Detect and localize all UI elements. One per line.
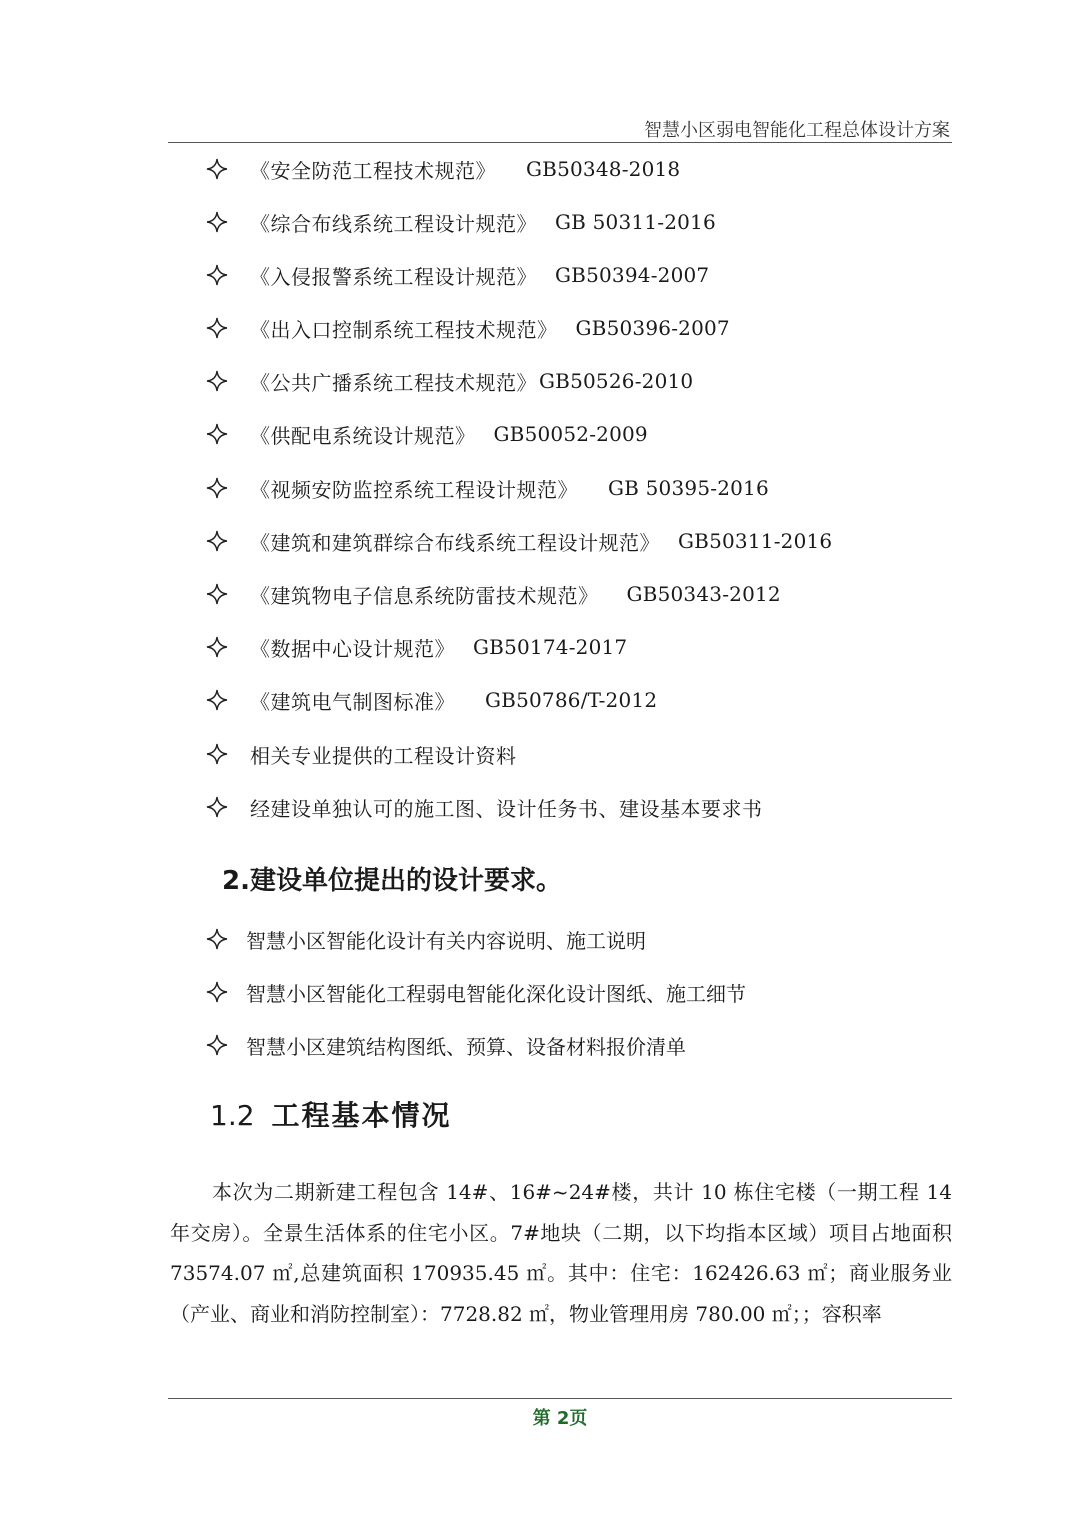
project-description: 本次为二期新建工程包含 14#、16#~24#楼，共计 10 栋住宅楼（一期工程 14 年交房）。全景生活体系的住宅小区。7#地块（二期，以下均指本区域）项目占地面积 73574.07 ㎡,总建筑面积 170935.45 ㎡。其中：住宅：162426.63 ㎡；商业服务业（产业、商业和消防控制室）：7728.82 ㎡，物业管理用房 780.00 ㎡；；容积率	[170, 1180, 952, 1326]
standard-title: 《建筑和建筑群综合布线系统工程设计规范》	[250, 530, 660, 555]
subsection-number: 1.2	[210, 1099, 255, 1132]
diamond-bullet-icon	[206, 743, 228, 765]
standard-code: GB50348-2018	[526, 157, 681, 181]
standard-item	[206, 579, 781, 609]
standard-title: 经建设单独认可的施工图、设计任务书、建设基本要求书	[250, 796, 763, 821]
standard-item	[206, 419, 648, 449]
requirement-item	[206, 1030, 686, 1060]
requirement-text: 智慧小区智能化工程弱电智能化深化设计图纸、施工细节	[246, 981, 746, 1006]
diamond-bullet-icon	[206, 370, 228, 392]
subsection-title: 工程基本情况	[271, 1099, 452, 1132]
standard-title: 《视频安防监控系统工程设计规范》	[250, 477, 578, 502]
standard-item	[206, 792, 763, 822]
standard-code: GB 50395-2016	[608, 476, 769, 500]
standard-code: GB50343-2012	[626, 582, 781, 606]
diamond-bullet-icon	[206, 1034, 228, 1056]
page-number: 第 2页	[532, 1408, 588, 1429]
standard-code: GB50311-2016	[678, 529, 833, 553]
standard-title: 《综合布线系统工程设计规范》	[250, 211, 537, 236]
header-title: 智慧小区弱电智能化工程总体设计方案	[644, 120, 950, 141]
standard-item	[206, 260, 709, 290]
diamond-bullet-icon	[206, 264, 228, 286]
requirement-item	[206, 977, 746, 1007]
standard-title: 《建筑物电子信息系统防雷技术规范》	[250, 583, 599, 608]
requirement-text: 智慧小区智能化设计有关内容说明、施工说明	[246, 928, 646, 953]
section-heading: 2.建设单位提出的设计要求。	[222, 866, 562, 896]
diamond-bullet-icon	[206, 158, 228, 180]
standard-title: 《安全防范工程技术规范》	[250, 158, 496, 183]
diamond-bullet-icon	[206, 423, 228, 445]
diamond-bullet-icon	[206, 636, 228, 658]
diamond-bullet-icon	[206, 583, 228, 605]
standard-item	[206, 473, 769, 503]
requirement-item	[206, 924, 646, 954]
standard-code: GB50786/T-2012	[485, 688, 658, 712]
standard-item	[206, 739, 517, 769]
standard-item	[206, 685, 657, 715]
footer-rule	[168, 1398, 952, 1399]
diamond-bullet-icon	[206, 689, 228, 711]
diamond-bullet-icon	[206, 928, 228, 950]
diamond-bullet-icon	[206, 477, 228, 499]
standard-item	[206, 207, 716, 237]
requirement-text: 智慧小区建筑结构图纸、预算、设备材料报价清单	[246, 1034, 686, 1059]
diamond-bullet-icon	[206, 530, 228, 552]
standard-item	[206, 313, 730, 343]
standard-title: 《出入口控制系统工程技术规范》	[250, 317, 558, 342]
standard-title: 《公共广播系统工程技术规范》	[250, 370, 537, 395]
diamond-bullet-icon	[206, 981, 228, 1003]
standard-item	[206, 154, 680, 184]
diamond-bullet-icon	[206, 211, 228, 233]
standard-title: 《数据中心设计规范》	[250, 636, 455, 661]
standard-item	[206, 366, 693, 396]
standard-title: 《供配电系统设计规范》	[250, 423, 476, 448]
standard-title: 《建筑电气制图标准》	[250, 689, 455, 714]
standard-item	[206, 526, 832, 556]
standard-title: 《入侵报警系统工程设计规范》	[250, 264, 537, 289]
standard-code: GB50394-2007	[555, 263, 710, 287]
standard-title: 相关专业提供的工程设计资料	[250, 743, 517, 768]
standard-code: GB50052-2009	[493, 422, 648, 446]
standard-code: GB50396-2007	[575, 316, 730, 340]
subsection-heading	[210, 1094, 451, 1134]
diamond-bullet-icon	[206, 796, 228, 818]
standard-code: GB50174-2017	[473, 635, 628, 659]
diamond-bullet-icon	[206, 317, 228, 339]
standard-code: GB50526-2010	[539, 369, 694, 393]
standard-item	[206, 632, 627, 662]
header-rule	[168, 142, 952, 143]
standard-code: GB 50311-2016	[555, 210, 716, 234]
